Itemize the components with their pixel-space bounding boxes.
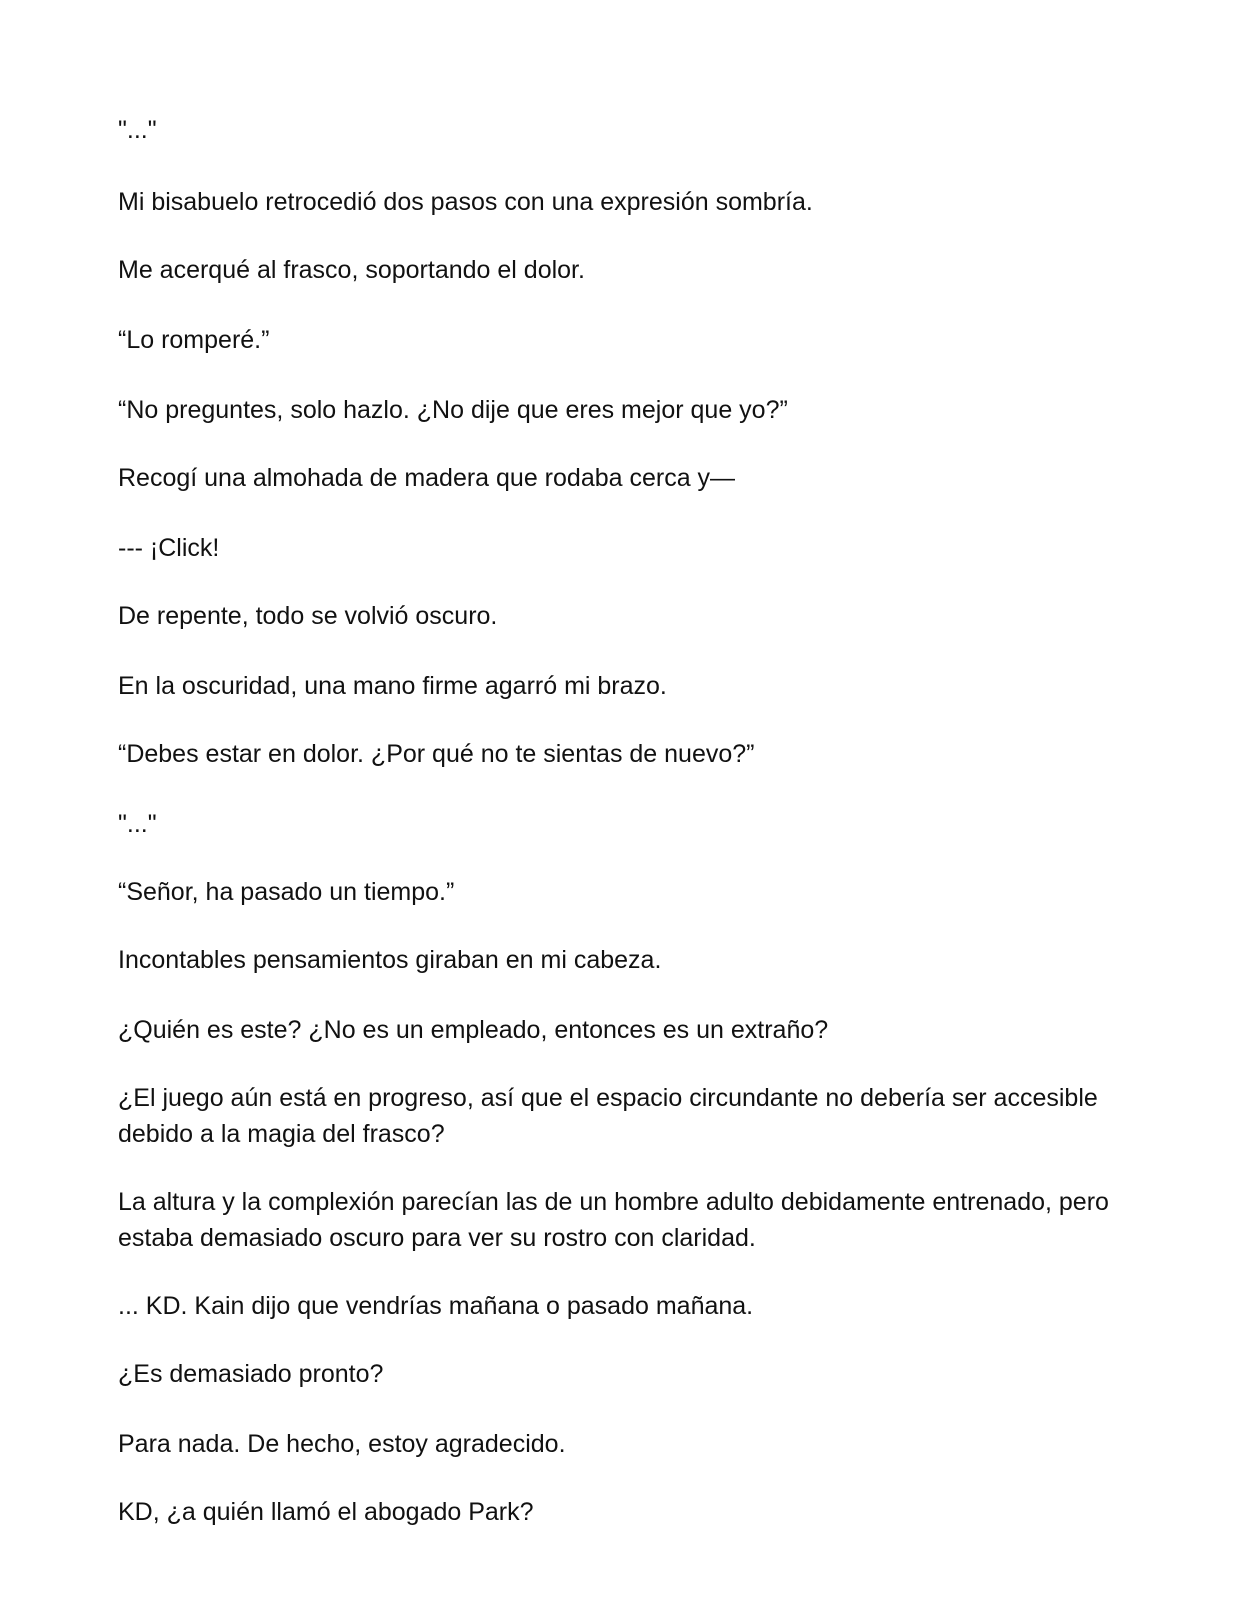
paragraph-abogado: KD, ¿a quién llamó el abogado Park?: [118, 1498, 534, 1526]
paragraph-senor: “Señor, ha pasado un tiempo.”: [118, 878, 455, 906]
paragraph-frasco: Me acerqué al frasco, soportando el dolor.: [118, 256, 585, 284]
paragraph-juego: ¿El juego aún está en progreso, así que el espacio circundante no debería ser accesible debido a la magia del frasco?: [118, 1084, 1098, 1148]
paragraph-ellipsis-1: "...": [118, 116, 157, 144]
paragraph-pronto: ¿Es demasiado pronto?: [118, 1360, 384, 1388]
paragraph-bisabuelo: Mi bisabuelo retrocedió dos pasos con una expresión sombría.: [118, 188, 813, 216]
paragraph-quien-es: ¿Quién es este? ¿No es un empleado, entonces es un extraño?: [118, 1016, 829, 1044]
paragraph-lo-rompere: “Lo romperé.”: [118, 326, 270, 354]
paragraph-debes-estar: “Debes estar en dolor. ¿Por qué no te sientas de nuevo?”: [118, 740, 755, 768]
paragraph-oscuro: De repente, todo se volvió oscuro.: [118, 602, 498, 630]
paragraph-kain: ... KD. Kain dijo que vendrías mañana o pasado mañana.: [118, 1292, 754, 1320]
paragraph-almohada: Recogí una almohada de madera que rodaba cerca y—: [118, 464, 736, 492]
paragraph-ellipsis-2: "...": [118, 810, 157, 838]
paragraph-pensamientos: Incontables pensamientos giraban en mi cabeza.: [118, 946, 662, 974]
paragraph-click: --- ¡Click!: [118, 534, 220, 562]
paragraph-agradecido: Para nada. De hecho, estoy agradecido.: [118, 1430, 566, 1458]
paragraph-altura: La altura y la complexión parecían las de un hombre adulto debidamente entrenado, pero estaba demasiado oscuro para ver su rostro con claridad.: [118, 1188, 1109, 1252]
paragraph-mano-firme: En la oscuridad, una mano firme agarró mi brazo.: [118, 672, 667, 700]
paragraph-no-preguntes: “No preguntes, solo hazlo. ¿No dije que eres mejor que yo?”: [118, 396, 788, 424]
